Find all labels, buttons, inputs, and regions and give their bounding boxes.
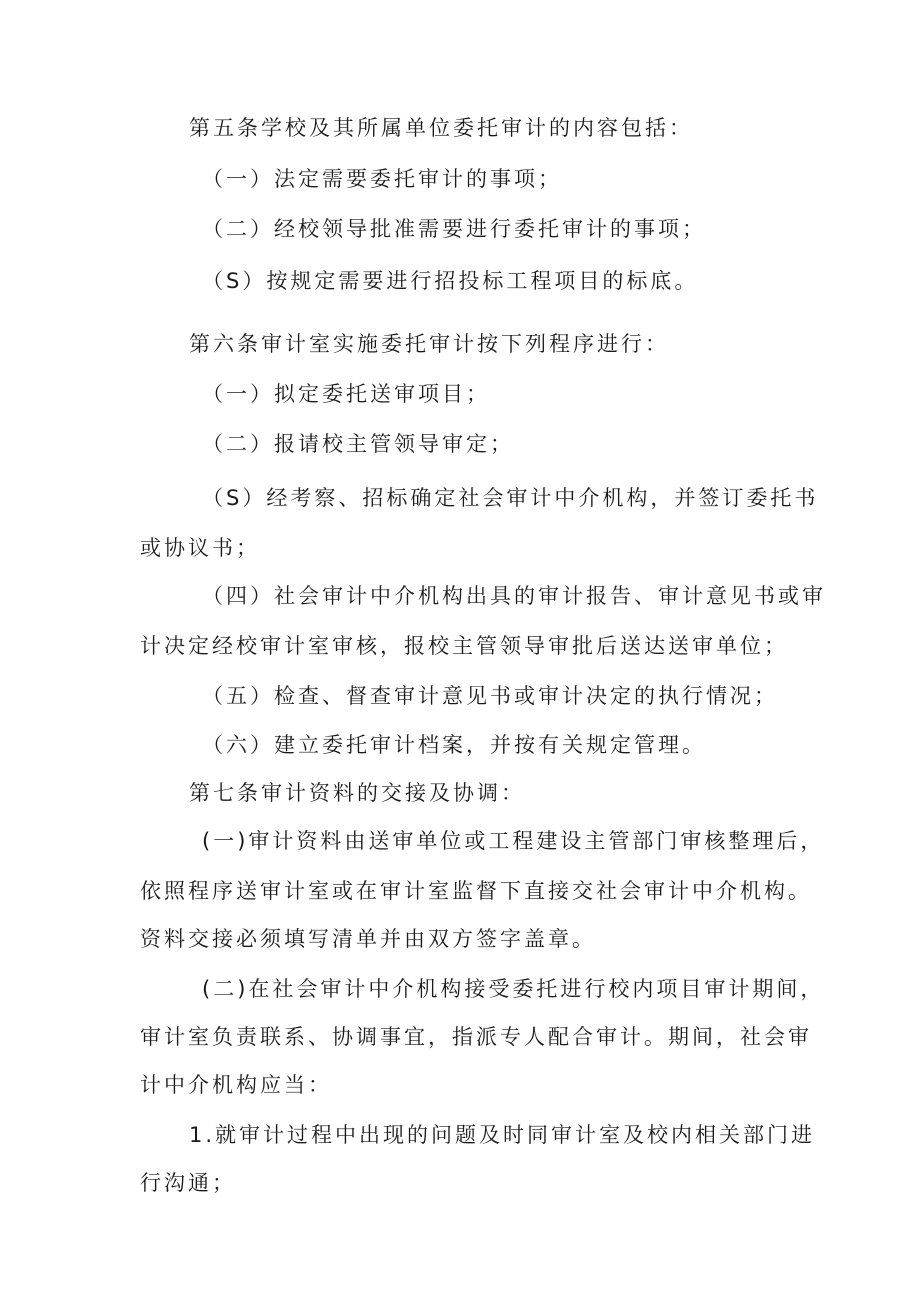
- article-5-item-3: （S）按规定需要进行招投标工程项目的标底。: [202, 269, 699, 293]
- article-6-item-3-line-2: 或协议书；: [140, 536, 260, 560]
- article-6-item-3-line-1: （S）经考察、招标确定社会审计中介机构，并签订委托书: [202, 486, 819, 510]
- article-7-item-2-line-3: 计中介机构应当：: [140, 1073, 332, 1097]
- article-5-item-1: （一）法定需要委托审计的事项；: [202, 167, 562, 191]
- sub-item-1-line-2: 行沟通；: [140, 1171, 236, 1195]
- article-5-item-2: （二）经校领导批准需要进行委托审计的事项；: [202, 217, 706, 241]
- article-7-item-2-line-2: 审计室负责联系、协调事宜，指派专人配合审计。期间，社会审: [140, 1025, 812, 1049]
- article-6-item-4-line-1: （四）社会审计中介机构出具的审计报告、审计意见书或审: [202, 584, 826, 608]
- article-5-heading: 第五条学校及其所属单位委托审计的内容包括：: [189, 116, 693, 140]
- article-6-item-5: （五）检查、督查审计意见书或审计决定的执行情况；: [202, 684, 778, 708]
- article-7-heading: 第七条审计资料的交接及协调：: [189, 781, 525, 805]
- article-6-item-2: （二）报请校主管领导审定；: [202, 432, 514, 456]
- article-6-item-1: （一）拟定委托送审项目；: [202, 382, 490, 406]
- article-7-item-1-line-3: 资料交接必须填写清单并由双方签字盖章。: [140, 927, 596, 951]
- article-7-item-1-line-1: (一)审计资料由送审单位或工程建设主管部门审核整理后，: [202, 829, 825, 853]
- article-6-heading: 第六条审计室实施委托审计按下列程序进行：: [189, 332, 669, 356]
- article-7-item-1-line-2: 依照程序送审计室或在审计室监督下直接交社会审计中介机构。: [140, 879, 812, 903]
- sub-item-1-line-1: 1.就审计过程中出现的问题及时同审计室及校内相关部门进: [189, 1123, 816, 1147]
- article-6-item-6: （六）建立委托审计档案，并按有关规定管理。: [202, 733, 706, 757]
- article-7-item-2-line-1: (二)在社会审计中介机构接受委托进行校内项目审计期间，: [202, 977, 825, 1001]
- article-6-item-4-line-2: 计决定经校审计室审核，报校主管领导审批后送达送审单位；: [140, 634, 788, 658]
